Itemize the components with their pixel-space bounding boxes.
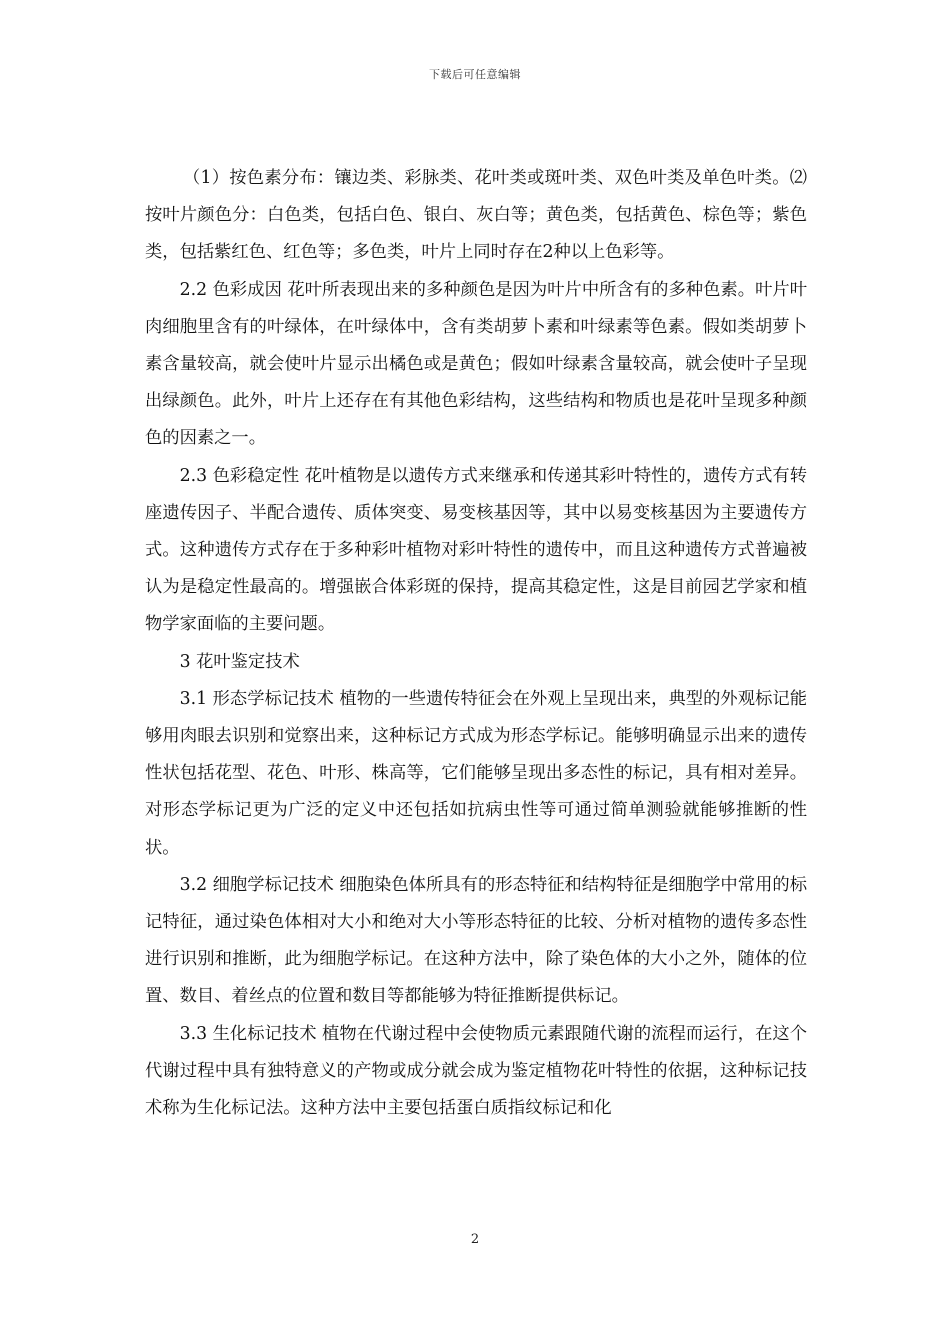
body-text bbox=[145, 160, 807, 1127]
page-header: 下载后可任意编辑 bbox=[429, 68, 521, 81]
paragraph-color-cause: 2.2 色彩成因 花叶所表现出来的多种颜色是因为叶片中所含有的多种色素。叶片叶肉细胞里含有的叶绿体，在叶绿体中，含有类胡萝卜素和叶绿素等色素。假如类胡萝卜素含量较高，就会使叶片显示出橘色或是黄色；假如叶绿素含量较高，就会使叶子呈现出绿颜色。此外，叶片上还存在有其他色彩结构，这些结构和物质也是花叶呈现多种颜色的因素之一。 bbox=[145, 279, 807, 449]
paragraph-color-stability: 2.3 色彩稳定性 花叶植物是以遗传方式来继承和传递其彩叶特性的，遗传方式有转座遗传因子、半配合遗传、质体突变、易变核基因等，其中以易变核基因为主要遗传方式。这种遗传方式存在于多种彩叶植物对彩叶特性的遗传中，而且这种遗传方式普遍被认为是稳定性最高的。增强嵌合体彩斑的保持，提高其稳定性，这是目前园艺学家和植物学家面临的主要问题。 bbox=[145, 465, 807, 635]
page-number: 2 bbox=[470, 1232, 480, 1247]
paragraph-morphological-marker: 3.1 形态学标记技术 植物的一些遗传特征会在外观上呈现出来，典型的外观标记能够用肉眼去识别和觉察出来，这种标记方式成为形态学标记。能够明确显示出来的遗传性状包括花型、花色、叶形、株高等，它们能够呈现出多态性的标记，具有相对差异。对形态学标记更为广泛的定义中还包括如抗病虫性等可通过简单测验就能够推断的性状。 bbox=[145, 688, 807, 858]
paragraph-cytological-marker: 3.2 细胞学标记技术 细胞染色体所具有的形态特征和结构特征是细胞学中常用的标记特征，通过染色体相对大小和绝对大小等形态特征的比较、分析对植物的遗传多态性进行识别和推断，此为细胞学标记。在这种方法中，除了染色体的大小之外，随体的位置、数目、着丝点的位置和数目等都能够为特征推断提供标记。 bbox=[145, 874, 807, 1007]
paragraph-biochemical-marker: 3.3 生化标记技术 植物在代谢过程中会使物质元素跟随代谢的流程而运行，在这个代谢过程中具有独特意义的产物或成分就会成为鉴定植物花叶特性的依据，这种标记技术称为生化标记法。这种方法中主要包括蛋白质指纹标记和化 bbox=[145, 1023, 807, 1119]
section-heading-identification: 3 花叶鉴定技术 bbox=[179, 651, 300, 672]
paragraph-pigment-classification: （1）按色素分布：镶边类、彩脉类、花叶类或斑叶类、双色叶类及单色叶类。⑵按叶片颜色分：白色类，包括白色、银白、灰白等；黄色类，包括黄色、棕色等；紫色类，包括紫红色、红色等；多色类，叶片上同时存在2种以上色彩等。 bbox=[145, 168, 807, 263]
